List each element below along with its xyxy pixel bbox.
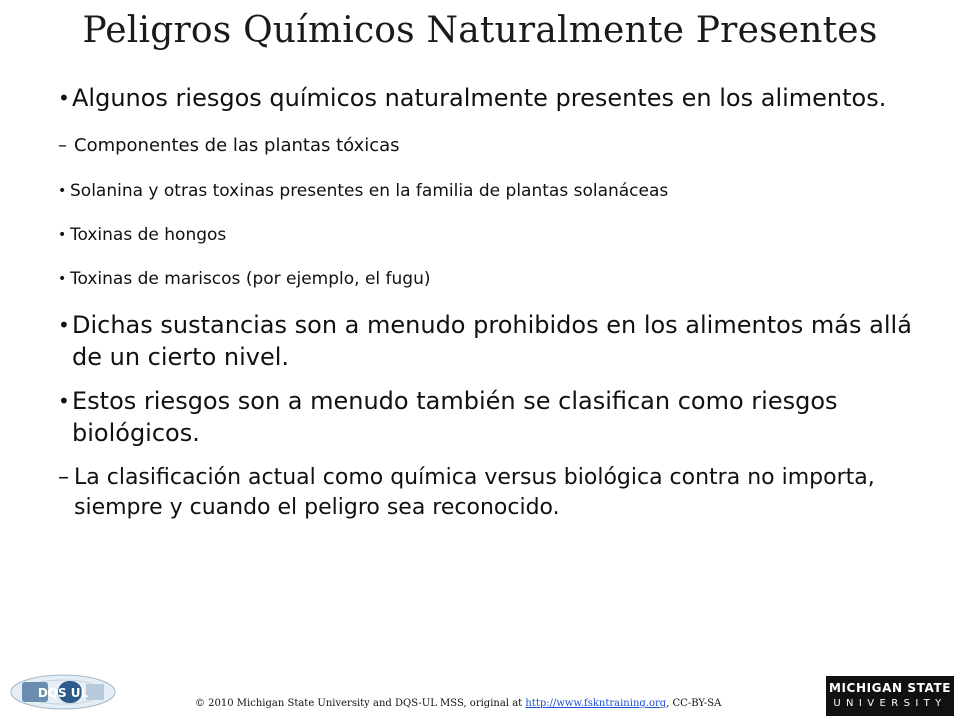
bullet-marker: • [58,271,67,287]
dash-marker: – [58,135,67,156]
bullet-item-5 [58,309,918,373]
bullet-marker: • [58,389,70,413]
bullet-item-1 [58,82,918,114]
copyright-prefix: © 2010 Michigan State University and DQS-UL MSS, original at [195,698,526,709]
sub-item-text: La clasificación actual como química versus biológica contra no importa, siempre y cuando el peligro sea reconocido. [74,465,875,520]
msu-logo-line1: MICHIGAN STATE [828,681,952,695]
slide-title: Peligros Químicos Naturalmente Presentes [82,10,878,51]
fskntraining-link[interactable]: http://www.fskntraining.org [525,698,667,709]
michigan-state-logo [826,676,954,716]
bullet-text: Estos riesgos son a menudo también se clasifican como riesgos biológicos. [72,387,838,447]
bullet-item-3 [58,223,918,247]
bullet-marker: • [58,313,70,337]
bullet-text: Solanina y otras toxinas presentes en la familia de plantas solanáceas [70,181,669,201]
slide-body [58,82,918,523]
bullet-marker: • [58,183,67,199]
bullet-marker: • [58,227,67,243]
sub-item-2 [58,463,918,523]
sub-item-text: Componentes de las plantas tóxicas [74,135,400,156]
msu-logo-line2: UNIVERSITY [833,698,947,709]
footer [0,690,960,720]
bullet-item-6 [58,385,918,449]
dash-marker: – [58,465,69,490]
svg-text:DQS UL: DQS UL [37,686,89,700]
bullet-text: Dichas sustancias son a menudo prohibidos en los alimentos más allá de un cierto nivel. [72,311,912,371]
bullet-item-4 [58,267,918,291]
bullet-text: Toxinas de hongos [70,225,227,245]
bullet-text: Toxinas de mariscos (por ejemplo, el fugu) [70,269,431,289]
bullet-marker: • [58,86,70,110]
sub-item-1 [58,134,918,158]
copyright-suffix: , CC-BY-SA [666,698,722,709]
copyright-notice [195,698,721,709]
bullet-text: Algunos riesgos químicos naturalmente presentes en los alimentos. [72,84,887,112]
bullet-item-2 [58,179,918,203]
